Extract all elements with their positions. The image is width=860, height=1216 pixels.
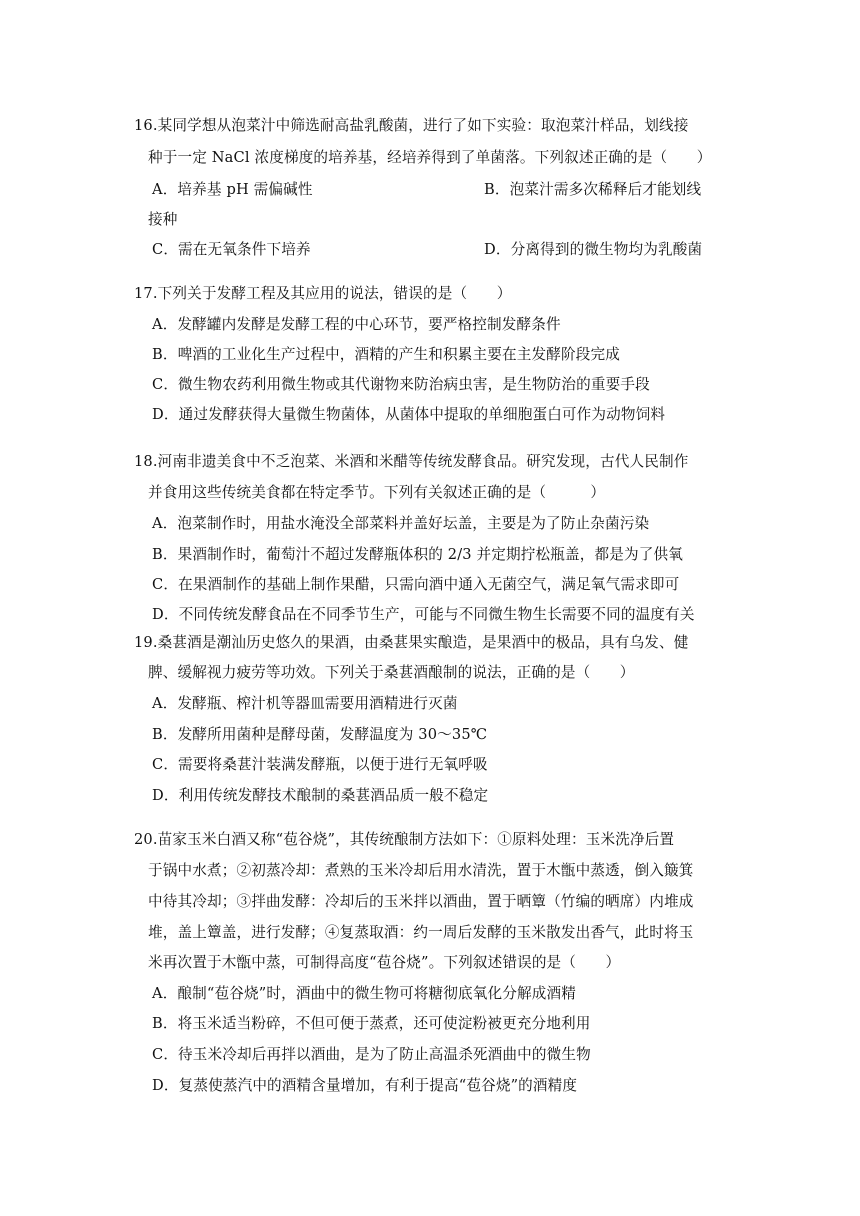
q19-option-d: D．利用传统发酵技术酿制的桑葚酒品质一般不稳定 — [152, 787, 489, 804]
q17-option-a: A．发酵罐内发酵是发酵工程的中心环节，要严格控制发酵条件 — [152, 316, 561, 333]
q20-stem-line-4: 堆，盖上簟盖，进行发酵；④复蒸取酒：约一周后发酵的玉米散发出香气，此时将玉 — [148, 924, 694, 941]
q17-stem-line-1: 17.下列关于发酵工程及其应用的说法，错误的是（ ） — [134, 285, 512, 302]
q20-stem-line-5: 米再次置于木甑中蒸，可制得高度“苞谷烧”。下列叙述错误的是（ ） — [148, 954, 621, 971]
q20-option-b: B．将玉米适当粉碎，不但可便于蒸煮，还可使淀粉被更充分地利用 — [152, 1015, 591, 1032]
q18-option-c: C．在果酒制作的基础上制作果醋，只需向酒中通入无菌空气，满足氧气需求即可 — [152, 576, 680, 593]
q16-stem-line-2: 种于一定 NaCl 浓度梯度的培养基，经培养得到了单菌落。下列叙述正确的是（ ） — [148, 149, 712, 166]
q20-option-c: C．待玉米冷却后再拌以酒曲，是为了防止高温杀死酒曲中的微生物 — [152, 1046, 591, 1063]
q19-option-a: A．发酵瓶、榨汁机等器皿需要用酒精进行灭菌 — [152, 695, 458, 712]
q18-stem-line-1: 18.河南非遗美食中不乏泡菜、米酒和米醋等传统发酵食品。研究发现，古代人民制作 — [134, 453, 689, 470]
q19-stem-line-2: 脾、缓解视力疲劳等功效。下列关于桑葚酒酿制的说法，正确的是（ ） — [148, 664, 635, 681]
q19-option-b: B．发酵所用菌种是酵母菌，发酵温度为 30～35℃ — [152, 726, 488, 743]
q17-option-b: B．啤酒的工业化生产过程中，酒精的产生和积累主要在主发酵阶段完成 — [152, 346, 620, 363]
q16-option-b: B．泡菜汁需多次稀释后才能划线 — [484, 181, 702, 198]
q18-option-b: B．果酒制作时，葡萄汁不超过发酵瓶体积的 2/3 并定期拧松瓶盖，都是为了供氧 — [152, 546, 683, 563]
q16-option-c: C．需在无氧条件下培养 — [152, 241, 311, 258]
q18-stem-line-2: 并食用这些传统美食都在特定季节。下列有关叙述正确的是（ ） — [148, 484, 606, 501]
q20-stem-line-1: 20.苗家玉米白酒又称“苞谷烧”，其传统酿制方法如下：①原料处理：玉米洗净后置 — [134, 831, 675, 848]
q20-stem-line-2: 于锅中水煮；②初蒸冷却：煮熟的玉米冷却后用水清洗，置于木甑中蒸透，倒入簸箕 — [148, 862, 694, 879]
q20-option-a: A．酿制“苞谷烧”时，酒曲中的微生物可将糖彻底氧化分解成酒精 — [152, 985, 576, 1002]
q16-stem-line-1: 16.某同学想从泡菜汁中筛选耐高盐乳酸菌，进行了如下实验：取泡菜汁样品，划线接 — [134, 117, 689, 134]
q18-option-d: D．不同传统发酵食品在不同季节生产，可能与不同微生物生长需要不同的温度有关 — [152, 606, 695, 623]
q16-option-d: D．分离得到的微生物均为乳酸菌 — [484, 241, 703, 258]
q19-option-c: C．需要将桑葚汁装满发酵瓶，以便于进行无氧呼吸 — [152, 756, 488, 773]
q17-option-d: D．通过发酵获得大量微生物菌体，从菌体中提取的单细胞蛋白可作为动物饲料 — [152, 406, 666, 423]
q19-stem-line-1: 19.桑葚酒是潮汕历史悠久的果酒，由桑葚果实酿造，是果酒中的极品，具有乌发、健 — [134, 634, 689, 651]
q20-stem-line-3: 中待其冷却；③拌曲发酵：冷却后的玉米拌以酒曲，置于晒簟（竹编的晒席）内堆成 — [148, 893, 694, 910]
q17-option-c: C．微生物农药利用微生物或其代谢物来防治病虫害，是生物防治的重要手段 — [152, 376, 650, 393]
q16-option-b-continued: 接种 — [148, 211, 178, 228]
q18-option-a: A．泡菜制作时，用盐水淹没全部菜料并盖好坛盖，主要是为了防止杂菌污染 — [152, 515, 650, 532]
q20-option-d: D．复蒸使蒸汽中的酒精含量增加，有利于提高“苞谷烧”的酒精度 — [152, 1077, 578, 1094]
q16-option-a: A．培养基 pH 需偏碱性 — [152, 181, 313, 198]
